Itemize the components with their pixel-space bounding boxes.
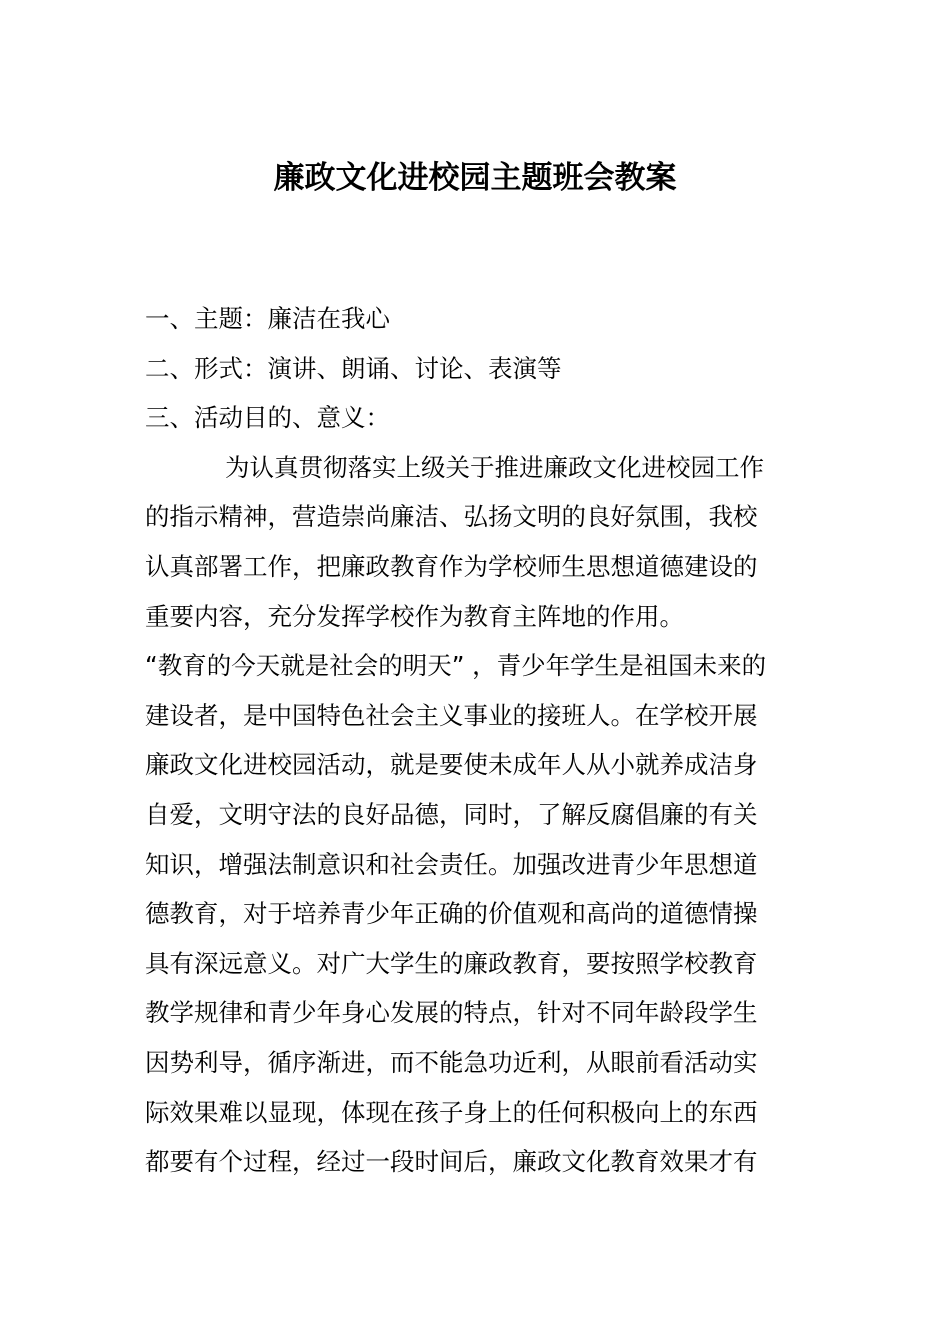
paragraph-line: 具有深远意义。对广大学生的廉政教育，要按照学校教育 bbox=[145, 948, 758, 978]
paragraph-line: 廉政文化进校园活动，就是要使未成年人从小就养成洁身 bbox=[145, 750, 758, 780]
paragraph-line: 际效果难以显现，体现在孩子身上的任何积极向上的东西 bbox=[145, 1097, 758, 1127]
section-heading-format: 二、形式：演讲、朗诵、讨论、表演等 bbox=[145, 353, 562, 383]
document-title: 廉政文化进校园主题班会教案 bbox=[273, 160, 677, 196]
paragraph-line: 知识，增强法制意识和社会责任。加强改进青少年思想道 bbox=[145, 849, 758, 879]
paragraph-line: 因势利导，循序渐进，而不能急功近利，从眼前看活动实 bbox=[145, 1047, 758, 1077]
paragraph-line: 为认真贯彻落实上级关于推进廉政文化进校园工作 bbox=[225, 452, 764, 482]
paragraph-line: 重要内容，充分发挥学校作为教育主阵地的作用。 bbox=[145, 601, 684, 631]
section-heading-purpose: 三、活动目的、意义： bbox=[145, 403, 390, 433]
document-body bbox=[145, 294, 807, 1187]
paragraph-line: 认真部署工作，把廉政教育作为学校师生思想道德建设的 bbox=[145, 551, 758, 581]
paragraph-line: 建设者，是中国特色社会主义事业的接班人。在学校开展 bbox=[145, 700, 758, 730]
paragraph-line: 德教育，对于培养青少年正确的价值观和高尚的道德情操 bbox=[145, 899, 758, 929]
paragraph-line: 教学规律和青少年身心发展的特点，针对不同年龄段学生 bbox=[145, 998, 758, 1028]
paragraph-line: 自爱，文明守法的良好品德，同时，了解反腐倡廉的有关 bbox=[145, 799, 758, 829]
paragraph-line: 都要有个过程，经过一段时间后，廉政文化教育效果才有 bbox=[145, 1147, 758, 1177]
section-heading-theme: 一、主题：廉洁在我心 bbox=[145, 304, 390, 333]
paragraph-line: 的指示精神，营造崇尚廉洁、弘扬文明的良好氛围，我校 bbox=[145, 502, 758, 532]
paragraph-line: “教育的今天就是社会的明天” ，青少年学生是祖国未来的 bbox=[145, 651, 767, 681]
